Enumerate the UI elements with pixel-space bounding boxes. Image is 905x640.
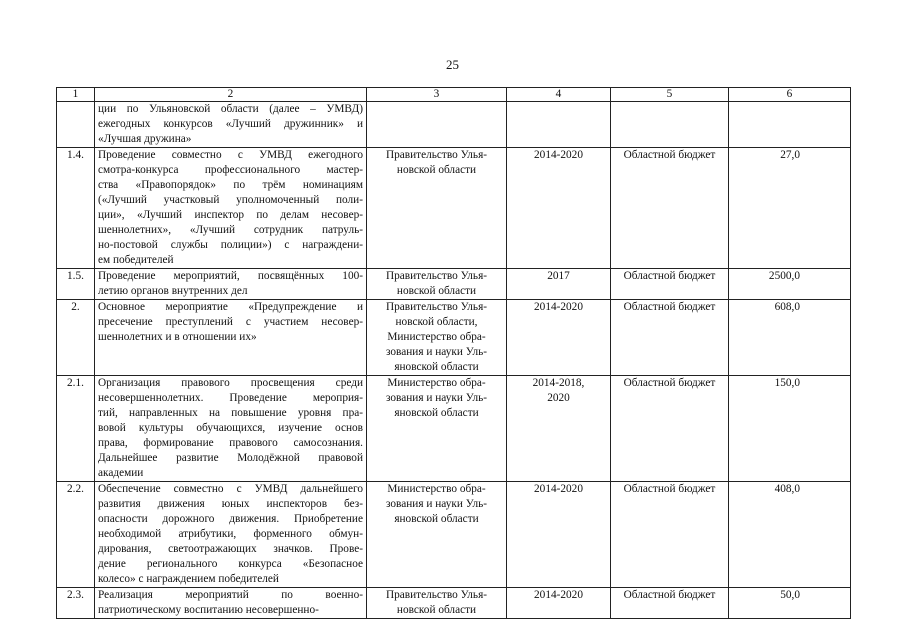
cell-text-line: зования и науки Уль-: [386, 498, 487, 510]
row-number-cell: [57, 376, 95, 482]
cell-text-line: но-постовой службы полиции») с награждени-: [98, 239, 363, 251]
row-number-cell: [57, 148, 95, 269]
cell-text-line: Основное мероприятие «Предупреждение и: [98, 301, 363, 313]
funding-source: Областной бюджет: [623, 301, 716, 313]
amount-cell: [729, 482, 851, 588]
cell-text-line: новской области: [396, 164, 477, 176]
table-row: [57, 300, 851, 376]
years-cell: [507, 482, 611, 588]
amount-cell: [729, 588, 851, 619]
cell-text-line: дирования, светоотражающих значков. Прове-: [98, 543, 363, 555]
cell-text-line: ства «Правопорядок» по трём номинациям: [98, 179, 363, 191]
cell-text-line: академии: [98, 467, 144, 479]
cell-text-line: тий, направленных на повышение уровня пра-: [98, 407, 363, 419]
cell-text-line: зования и науки Уль-: [386, 346, 487, 358]
cell-text-line: Проведение совместно с УМВД ежегодного: [98, 149, 363, 161]
column-header: 4: [507, 88, 611, 102]
row-number: 2.2.: [67, 483, 84, 495]
cell-text-line: яновской области: [394, 361, 479, 373]
cell-text-line: патриотическому воспитанию несовершенно-: [98, 604, 319, 616]
activity-description-cell: [95, 102, 367, 148]
years-cell: [507, 102, 611, 148]
executor-cell: [367, 376, 507, 482]
funding-source: Областной бюджет: [623, 149, 716, 161]
cell-text-line: Обеспечение совместно с УМВД дальнейшего: [98, 483, 363, 495]
cell-text-line: ежегодных конкурсов «Лучший дружинник» и: [98, 118, 363, 130]
funding-source: Областной бюджет: [623, 483, 716, 495]
row-number-cell: [57, 269, 95, 300]
table-row: [57, 482, 851, 588]
years-cell: [507, 588, 611, 619]
cell-text-line: Организация правового просвещения среди: [98, 377, 363, 389]
funding-source-cell: [611, 588, 729, 619]
amount-cell: [729, 376, 851, 482]
cell-text-line: яновской области: [394, 513, 479, 525]
table-row: [57, 102, 851, 148]
program-table: [56, 87, 851, 619]
cell-text-line: новской области: [396, 604, 477, 616]
cell-text-line: шеннолетних», «Лучший сотрудник патруль-: [98, 224, 363, 236]
years-cell: [507, 300, 611, 376]
executor-cell: [367, 300, 507, 376]
activity-description-cell: [95, 148, 367, 269]
funding-source-cell: [611, 300, 729, 376]
cell-text-line: Реализация мероприятий по военно-: [98, 589, 363, 601]
cell-text-line: пресечение преступлений с участием несовер-: [98, 316, 363, 328]
cell-text-line: опасности дорожного движения. Приобретение: [98, 513, 363, 525]
cell-text-line: новской области,: [395, 316, 478, 328]
column-header: 1: [57, 88, 95, 102]
amount: 2500,0: [768, 270, 800, 282]
cell-text-line: летию органов внутренних дел: [98, 285, 248, 297]
cell-text-line: ции», «Лучший инспектор по делам несовер-: [98, 209, 363, 221]
activity-description-cell: [95, 300, 367, 376]
row-number: 2.: [71, 301, 80, 313]
cell-text-line: («Лучший участковый уполномоченный поли-: [98, 194, 363, 206]
page-number: 25: [446, 57, 459, 72]
amount: 150,0: [774, 377, 800, 389]
cell-text-line: Министерство обра-: [387, 377, 486, 389]
amount-cell: [729, 300, 851, 376]
cell-text-line: 2017: [547, 270, 570, 282]
cell-text-line: Дальнейшее развитие Молодёжной правовой: [98, 452, 363, 464]
cell-text-line: Министерство обра-: [387, 483, 486, 495]
cell-text-line: «Лучшая дружина»: [98, 133, 192, 145]
cell-text-line: необходимой атрибутики, форменного обмун-: [98, 528, 363, 540]
amount: 50,0: [780, 589, 800, 601]
column-header: 6: [729, 88, 851, 102]
amount-cell: [729, 102, 851, 148]
amount: 408,0: [774, 483, 800, 495]
activity-description-cell: [95, 482, 367, 588]
row-number: 2.3.: [67, 589, 84, 601]
row-number: 2.1.: [67, 377, 84, 389]
cell-text-line: 2014-2018,: [532, 377, 585, 389]
activity-description-cell: [95, 269, 367, 300]
table-row: [57, 588, 851, 619]
table-header-row: [57, 88, 851, 102]
cell-text-line: шеннолетних и в отношении их»: [98, 331, 257, 343]
cell-text-line: 2014-2020: [534, 149, 583, 161]
cell-text-line: 2020: [547, 392, 570, 404]
funding-source: Областной бюджет: [623, 589, 716, 601]
activity-description-cell: [95, 376, 367, 482]
funding-source-cell: [611, 482, 729, 588]
cell-text-line: дение регионального конкурса «Безопасное: [98, 558, 363, 570]
executor-cell: [367, 148, 507, 269]
cell-text-line: смотра-конкурса профессионального мастер-: [98, 164, 363, 176]
column-header: 3: [367, 88, 507, 102]
amount: 27,0: [780, 149, 800, 161]
cell-text-line: Правительство Улья-: [385, 589, 488, 601]
cell-text-line: Правительство Улья-: [385, 270, 488, 282]
amount-cell: [729, 148, 851, 269]
executor-cell: [367, 482, 507, 588]
cell-text-line: развития движения юных инспекторов без-: [98, 498, 363, 510]
funding-source-cell: [611, 376, 729, 482]
funding-source-cell: [611, 269, 729, 300]
table-row: [57, 376, 851, 482]
amount: 608,0: [774, 301, 800, 313]
row-number-cell: [57, 300, 95, 376]
years-cell: [507, 148, 611, 269]
executor-cell: [367, 588, 507, 619]
column-header: 5: [611, 88, 729, 102]
cell-text-line: 2014-2020: [534, 301, 583, 313]
row-number: 1.5.: [67, 270, 84, 282]
cell-text-line: колесо» с награждением победителей: [98, 573, 279, 585]
funding-source: Областной бюджет: [623, 270, 716, 282]
row-number-cell: [57, 482, 95, 588]
activity-description-cell: [95, 588, 367, 619]
years-cell: [507, 269, 611, 300]
cell-text-line: 2014-2020: [534, 483, 583, 495]
cell-text-line: вовой культуры обучающихся, изучение основ: [98, 422, 363, 434]
cell-text-line: Правительство Улья-: [385, 301, 488, 313]
cell-text-line: Правительство Улья-: [385, 149, 488, 161]
row-number-cell: [57, 588, 95, 619]
cell-text-line: ции по Ульяновской области (далее – УМВД): [98, 103, 363, 115]
cell-text-line: 2014-2020: [534, 589, 583, 601]
table-row: [57, 148, 851, 269]
executor-cell: [367, 102, 507, 148]
cell-text-line: ем победителей: [98, 254, 174, 266]
row-number-cell: [57, 102, 95, 148]
cell-text-line: зования и науки Уль-: [386, 392, 487, 404]
cell-text-line: Министерство обра-: [387, 331, 486, 343]
table-row: [57, 269, 851, 300]
executor-cell: [367, 269, 507, 300]
funding-source-cell: [611, 102, 729, 148]
amount-cell: [729, 269, 851, 300]
funding-source: Областной бюджет: [623, 377, 716, 389]
cell-text-line: права, формирование правового самосознания.: [98, 437, 363, 449]
cell-text-line: Проведение мероприятий, посвящённых 100-: [98, 270, 363, 282]
column-header: 2: [95, 88, 367, 102]
cell-text-line: новской области: [396, 285, 477, 297]
row-number: 1.4.: [67, 149, 84, 161]
cell-text-line: несовершеннолетних. Проведение мероприя-: [98, 392, 363, 404]
cell-text-line: яновской области: [394, 407, 479, 419]
years-cell: [507, 376, 611, 482]
funding-source-cell: [611, 148, 729, 269]
